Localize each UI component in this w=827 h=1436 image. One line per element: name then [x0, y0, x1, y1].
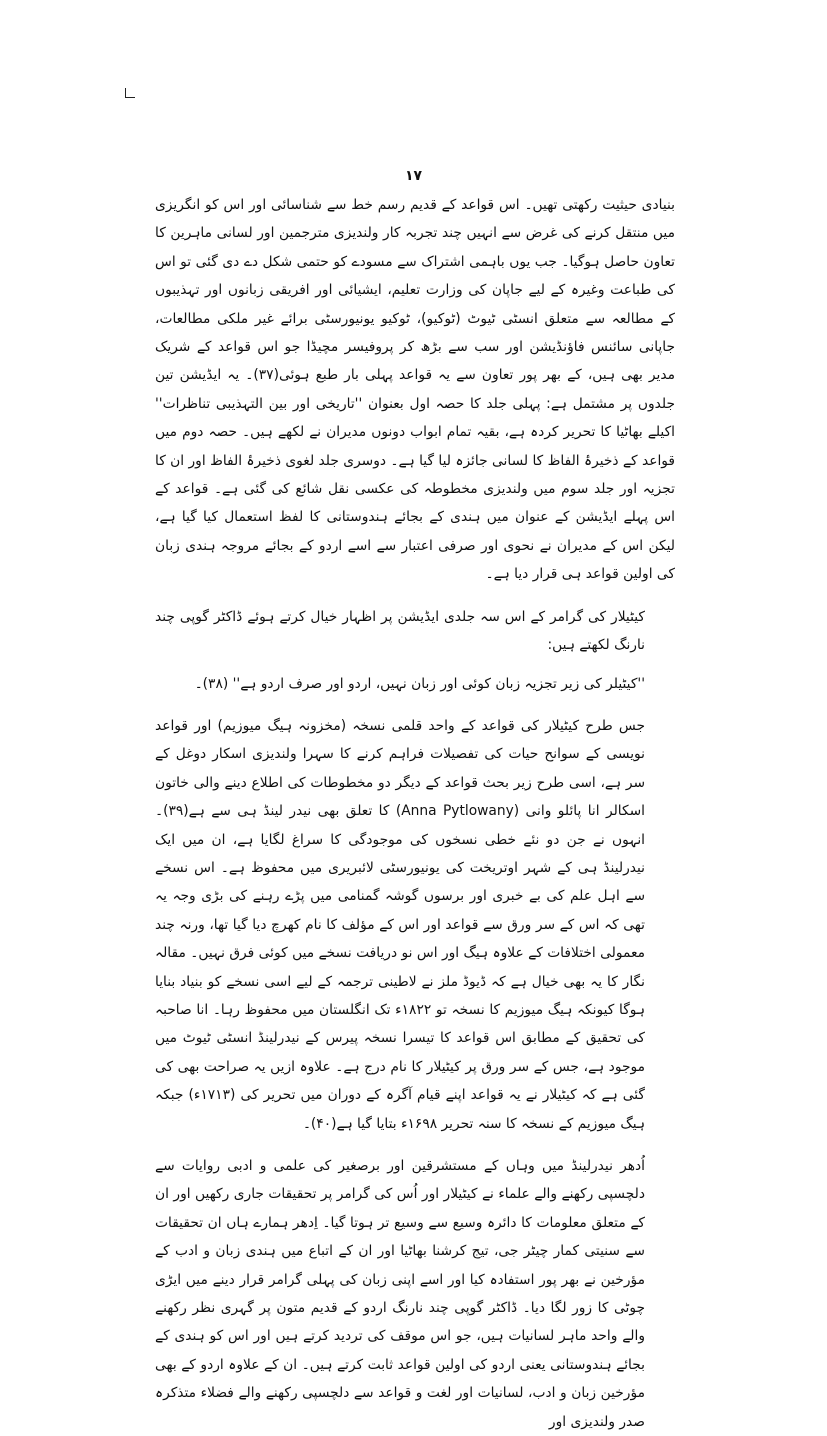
document-body — [155, 191, 675, 1436]
page-number: ۱۷ — [404, 168, 423, 184]
paragraph-3: جس طرح کیٹیلار کی قواعد کے واحد قلمی نسخہ (مخزونہ ہیگ میوزیم) اور قواعد نویسی کے سوانح حیات کی تفصیلات فراہم کرنے کا سہرا ولندیزی اسکار دوغل کے سر ہے، اسی طرح زیر بحث قواعد کے دیگر دو مخطوطات کی اطلاع دینے والی خاتون اسکالر انا پائلو وانی (Anna Pytlowany) کا تعلق بھی نیدر لینڈ ہی سے ہے(۳۹)۔ انہوں نے جن دو نئے خطی نسخوں کی موجودگی کا سراغ لگایا ہے، ان میں ایک نیدرلینڈ ہی کے شہر اوتریخت کی یونیورسٹی لائبریری میں محفوظ ہے۔ اس نسخے سے اہل علم کی بے خبری اور برسوں گوشہ گمنامی میں پڑے رہنے کی بڑی وجہ یہ تھی کہ اس کے سر ورق سے قواعد اور اس کے مؤلف کا نام کھرچ دیا گیا تھا، ورنہ چند معمولی اختلافات کے علاوہ ہیگ اور اس نو دریافت نسخے میں کوئی فرق نہیں۔ مقالہ نگار کا یہ بھی خیال ہے کہ ڈیوڈ ملز نے لاطینی ترجمہ کے لیے اسی نسخے کو بنیاد بنایا ہوگا کیونکہ ہیگ میوزیم کا نسخہ تو ۱۸۲۲ء تک انگلستان میں محفوظ رہا۔ انا صاحبہ کی تحقیق کے مطابق اس قواعد کا تیسرا نسخہ پیرس کے نیدرلینڈ انسٹی ٹیوٹ میں موجود ہے، جس کے سر ورق پر کیٹیلار کا نام درج ہے۔ علاوہ ازیں یہ صراحت بھی کی گئی ہے کہ کیٹیلار نے یہ قواعد اپنے قیام آگرہ کے دوران میں تحریر کی (۱۷۱۳ء) جبکہ ہیگ میوزیم کے نسخہ کا سنہ تحریر ۱۶۹۸ء بتایا گیا ہے(۴۰)۔ — [155, 717, 645, 1132]
paragraph-1: بنیادی حیثیت رکھتی تھیں۔ اس قواعد کے قدیم رسم خط سے شناسائی اور اس کو انگریزی میں منتقل کرنے کی غرض سے انہیں چند تجربہ کار ولندیزی مترجمین اور لسانی ماہرین کا تعاون حاصل ہوگیا۔ جب یوں باہمی اشتراک سے مسودے کو حتمی شکل دے دی گئی تو اس کی طباعت وغیرہ کے لیے جاپان کی وزارت تعلیم، ایشیائی اور افریقی زبانوں اور تہذیبوں کے مطالعہ سے متعلق انسٹی ٹیوٹ (ٹوکیو)، ٹوکیو یونیورسٹی برائے غیر ملکی مطالعات، جاپانی سائنس فاؤنڈیشن اور سب سے بڑھ کر پروفیسر مچیڈا جو اس قواعد کے شریک مدیر بھی ہیں، کے بھر پور تعاون سے یہ قواعد پہلی بار طبع ہوئی(۳۷)۔ یہ ایڈیشن تین جلدوں پر مشتمل ہے: پہلی جلد کا حصہ اول بعنوان ''تاریخی اور بین التہذیبی تناظرات'' اکیلے بھاٹیا کا تحریر کردہ ہے، بقیہ تمام ابواب دونوں مدیران نے لکھے ہیں۔ حصہ دوم میں قواعد کے ذخیرۂ الفاظ کا لسانی جائزہ لیا گیا ہے۔ دوسری جلد لغوی ذخیرۂ الفاظ اور ان کا تجزیہ اور جلد سوم میں ولندیزی مخطوطہ کی عکسی نقل شائع کی گئی ہے۔ قواعد کے اس پہلے ایڈیشن کے عنوان میں ہندی کے بجائے ہندوستانی کا لفظ استعمال کیا گیا ہے، لیکن اس کے مدیران نے نحوی اور صرفی اعتبار سے اسے اردو کے بجائے مروجہ ہندی زبان کی اولین قواعد ہی قرار دیا ہے۔ — [155, 197, 675, 583]
paragraph-2: کیٹیلار کی گرامر کے اس سہ جلدی ایڈیشن پر اظہار خیال کرتے ہوئے ڈاکٹر گوپی چند نارنگ لکھتے ہیں: — [155, 608, 645, 654]
paragraph-4: اُدھر نیدرلینڈ میں وہاں کے مستشرقین اور برصغیر کی علمی و ادبی روایات سے دلچسپی رکھنے والے علماء نے کیٹیلار اور اُس کی گرامر پر تحقیقات جاری رکھیں اور ان کے متعلق معلومات کا دائرہ وسیع سے وسیع تر ہوتا گیا۔ اِدھر ہمارے ہاں ان تحقیقات سے سنیتی کمار چیٹر جی، تیج کرشنا بھاٹیا اور ان کے اتباع میں ہندی زبان و ادب کے مؤرخین نے بھر پور استفادہ کیا اور اسے اپنی زبان کی پہلی گرامر قرار دینے میں ایڑی چوٹی کا زور لگا دیا۔ ڈاکٹر گوپی چند نارنگ اردو کے قدیم متون پر گہری نظر رکھنے والے واحد ماہر لسانیات ہیں، جو اس موقف کی تردید کرتے ہیں اور اس کو ہندی کے بجائے ہندوستانی یعنی اردو کی اولین قواعد ثابت کرتے ہیں۔ ان کے علاوہ اردو کے بھی مؤرخین زبان و ادب، لسانیات اور لغت و قواعد سے دلچسپی رکھنے والے فضلاء متذکرہ صدر ولندیزی اور — [155, 1158, 645, 1430]
crop-mark — [125, 88, 135, 98]
quotation: ''کیٹیلر کی زیر تجزیہ زبان کوئی اور زبان نہیں، اردو اور صرف اردو ہے'' (۳۸)۔ — [194, 675, 645, 692]
